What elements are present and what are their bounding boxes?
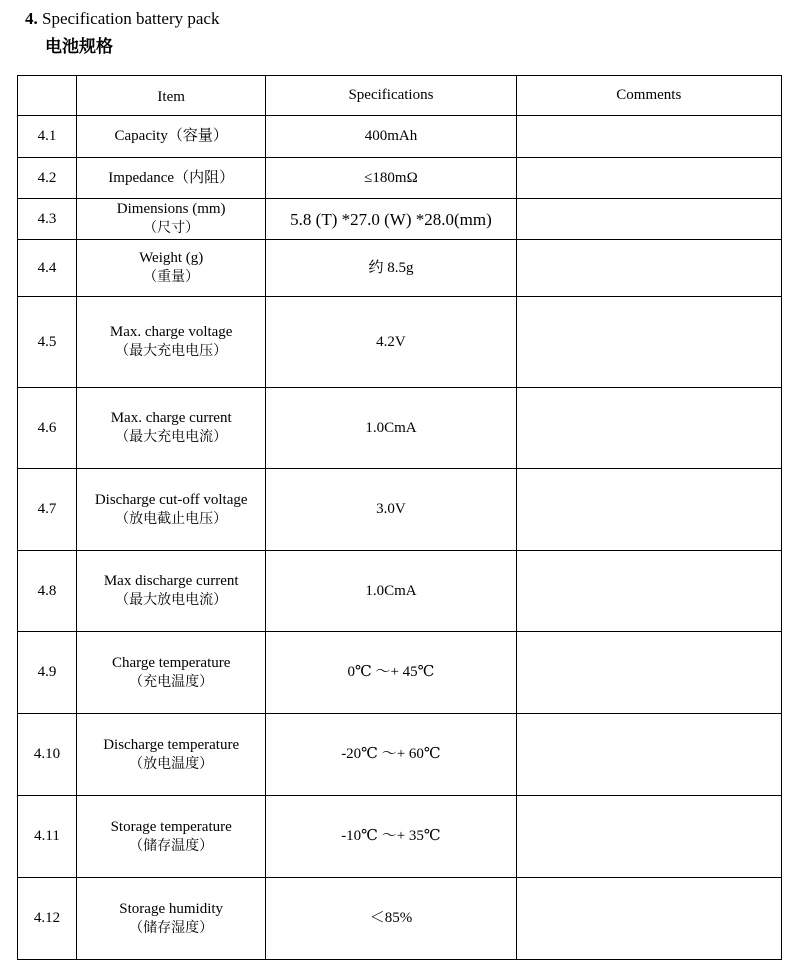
row-number: 4.5 [18,297,77,388]
row-item-sublabel: （最大充电电压） [115,343,228,359]
row-number: 4.11 [18,796,77,878]
row-item [77,551,266,632]
section-number: 4. [25,9,38,28]
header-comments: Comments [516,76,781,116]
row-item [77,714,266,796]
table-row [18,388,782,469]
row-number: 4.1 [18,116,77,158]
row-comments [516,714,781,796]
table-row [18,796,782,878]
row-comments [516,116,781,158]
row-spec: -20℃ ～+ 60℃ [266,714,516,796]
row-item-sublabel: （尺寸） [143,220,200,236]
row-comments [516,469,781,551]
row-item [77,297,266,388]
row-spec: 4.2V [266,297,516,388]
row-spec: 1.0CmA [266,388,516,469]
row-number: 4.9 [18,632,77,714]
row-spec: 1.0CmA [266,551,516,632]
row-item-sublabel: （重量） [143,269,200,285]
table-row [18,240,782,297]
row-comments [516,158,781,199]
row-item [77,388,266,469]
row-item-label: Storage humidity [119,900,224,917]
row-item-label: Storage temperature [110,818,232,835]
row-item [77,199,266,240]
row-item-label: Charge temperature [111,654,231,671]
table-row [18,632,782,714]
row-item-sublabel: （最大放电电流） [115,592,228,608]
row-number: 4.3 [18,199,77,240]
row-item-label: Max discharge current [103,573,239,589]
row-item [77,796,266,878]
row-comments [516,878,781,960]
row-spec: ＜85% [266,878,516,960]
row-item-sublabel: （储存湿度） [129,919,214,936]
row-number: 4.10 [18,714,77,796]
row-spec: -10℃ ～+ 35℃ [266,796,516,878]
row-item [77,878,266,960]
row-item-sublabel: （储存温度） [129,837,214,854]
section-subtitle: 电池规格 [45,37,113,57]
row-item-label: Discharge temperature [103,736,240,753]
row-spec: 3.0V [266,469,516,551]
section-title: Specification battery pack [42,9,220,28]
table-row [18,714,782,796]
row-item-sublabel: （放电截止电压） [115,510,228,527]
table-row [18,469,782,551]
row-number: 4.7 [18,469,77,551]
spec-table [17,75,782,960]
table-row [18,199,782,240]
section-heading [25,9,219,29]
row-comments [516,632,781,714]
table-row [18,297,782,388]
table-header-row [18,76,782,116]
row-comments [516,551,781,632]
row-item-label: Dimensions (mm) [116,201,226,217]
table-row [18,878,782,960]
row-comments [516,796,781,878]
row-spec: 5.8 (T) *27.0 (W) *28.0(mm) [266,199,516,240]
header-item: Item [77,76,266,116]
row-item [77,158,266,199]
row-item-sublabel: （最大充电电流） [115,429,228,445]
row-spec: 0℃ ～+ 45℃ [266,632,516,714]
row-item-label: Discharge cut-off voltage [94,491,248,508]
row-comments [516,199,781,240]
header-specifications: Specifications [266,76,516,116]
table-row [18,551,782,632]
row-spec: ≤180mΩ [266,158,516,199]
row-item-sublabel: （放电温度） [129,755,214,772]
row-item-label: Capacity（容量） [114,128,228,144]
row-item-sublabel: （充电温度） [129,673,214,690]
table-row [18,158,782,199]
row-item [77,116,266,158]
row-number: 4.8 [18,551,77,632]
row-item [77,469,266,551]
row-comments [516,388,781,469]
header-no [18,76,77,116]
table-row [18,116,782,158]
row-spec: 400mAh [266,116,516,158]
row-item-label: Max. charge voltage [109,324,233,340]
row-item [77,632,266,714]
row-item [77,240,266,297]
row-spec: 约 8.5g [266,240,516,297]
row-item-label: Impedance（内阻） [108,169,235,186]
row-comments [516,297,781,388]
row-item-label: Max. charge current [110,410,232,426]
row-item-label: Weight (g) [139,250,204,266]
row-number: 4.12 [18,878,77,960]
row-number: 4.6 [18,388,77,469]
row-comments [516,240,781,297]
row-number: 4.4 [18,240,77,297]
row-number: 4.2 [18,158,77,199]
